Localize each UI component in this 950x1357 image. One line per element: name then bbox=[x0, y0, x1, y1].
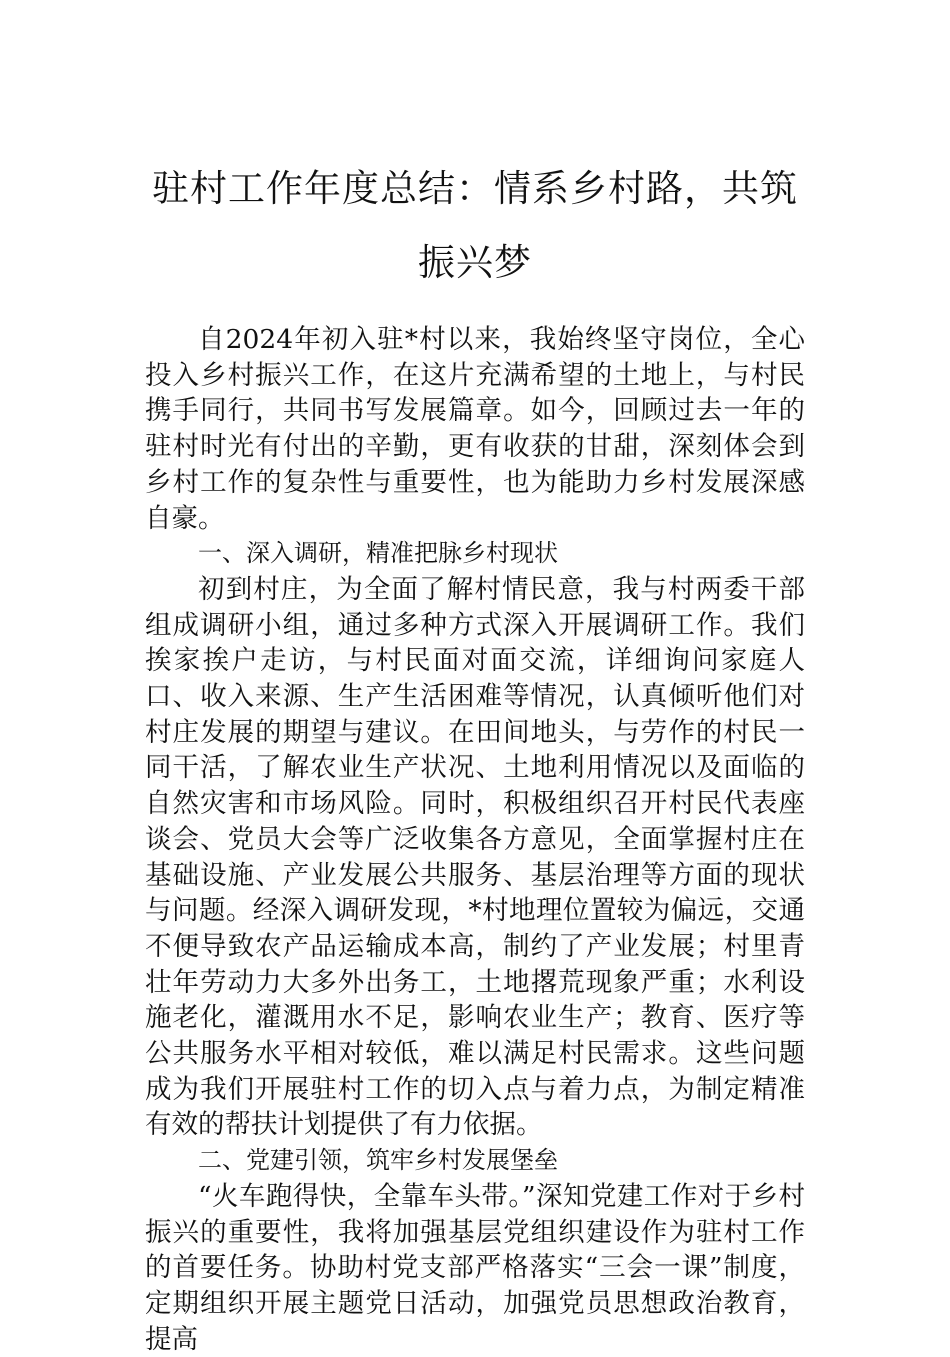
section-heading-2: 二、党建引领，筑牢乡村发展堡垒 bbox=[198, 1146, 558, 1175]
section-heading-1: 一、深入调研，精准把脉乡村现状 bbox=[198, 539, 558, 568]
section-1-paragraph: 初到村庄，为全面了解村情民意，我与村两委干部组成调研小组，通过多种方式深入开展调研工作。我们挨家挨户走访，与村民面对面交流，详细询问家庭人口、收入来源、生产生活困难等情况，认真倾听他们对村庄发展的期望与建议。在田间地头，与劳作的村民一同干活，了解农业生产状况、土地利用情况以及面临的自然灾害和市场风险。同时，积极组织召开村民代表座谈会、党员大会等广泛收集各方意见，全面掌握村庄在基础设施、产业发展公共服务、基层治理等方面的现状与问题。经深入调研发现，*村地理位置较为偏远，交通不便导致农产品运输成本高，制约了产业发展；村里青壮年劳动力大多外出务工，土地撂荒现象严重；水利设施老化，灌溉用水不足，影响农业生产；教育、医疗等公共服务水平相对较低，难以满足村民需求。这些问题成为我们开展驻村工作的切入点与着力点，为制定精准有效的帮扶计划提供了有力依据。 bbox=[145, 573, 805, 1141]
document-title: 驻村工作年度总结：情系乡村路，共筑振兴梦 bbox=[152, 167, 798, 284]
intro-paragraph: 自2024年初入驻*村以来，我始终坚守岗位，全心投入乡村振兴工作，在这片充满希望的土地上，与村民携手同行，共同书写发展篇章。如今，回顾过去一年的驻村时光有付出的辛勤，更有收获的甘甜，深刻体会到乡村工作的复杂性与重要性，也为能助力乡村发展深感自豪。 bbox=[145, 324, 805, 534]
document-body bbox=[145, 322, 805, 1357]
section-2-paragraph: “火车跑得快，全靠车头带。”深知党建工作对于乡村振兴的重要性，我将加强基层党组织建设作为驻村工作的首要任务。协助村党支部严格落实“三会一课”制度，定期组织开展主题党日活动，加强党员思想政治教育，提高 bbox=[145, 1180, 805, 1355]
